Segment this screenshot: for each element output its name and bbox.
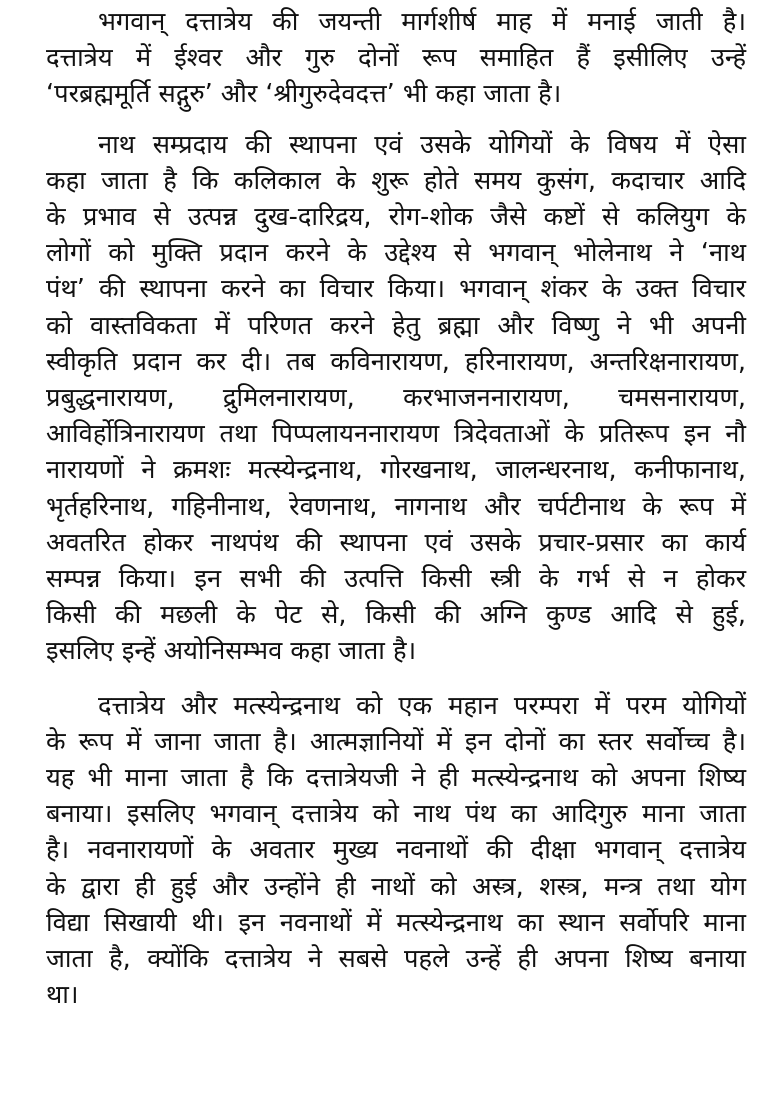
- text-line: बनाया। इसलिए भगवान् दत्तात्रेय को नाथ पंथ का आदिगुरु माना जाता: [46, 799, 746, 830]
- text-line: जाता है, क्योंकि दत्तात्रेय ने सबसे पहले उन्हें ही अपना शिष्य बनाया: [46, 944, 746, 975]
- text-line: भगवान् दत्तात्रेय की जयन्ती मार्गशीर्ष माह में मनाई जाती है।: [98, 7, 746, 37]
- text-line: है। नवनारायणों के अवतार मुख्य नवनाथों की दीक्षा भगवान् दत्तात्रेय: [46, 835, 746, 866]
- text-line: दत्तात्रेय और मत्स्येन्द्रनाथ को एक महान परम्परा में परम योगियों: [98, 690, 746, 721]
- text-line: के प्रभाव से उत्पन्न दुख-दारिद्रय, रोग-शोक जैसे कष्टों से कलियुग के: [46, 202, 746, 233]
- text-line: दत्तात्रेय में ईश्वर और गुरु दोनों रूप समाहित हैं इसीलिए उन्हें: [46, 43, 746, 74]
- text-line: पंथ’ की स्थापना करने का विचार किया। भगवान् शंकर के उक्त विचार: [46, 274, 746, 305]
- paragraph-dattatreya-intro: [46, 4, 746, 113]
- text-line: के द्वारा ही हुई और उन्होंने ही नाथों को अस्त्र, शस्त्र, मन्त्र तथा योग: [46, 871, 746, 902]
- text-line: नारायणों ने क्रमशः मत्स्येन्द्रनाथ, गोरखनाथ, जालन्धरनाथ, कनीफानाथ,: [46, 455, 746, 486]
- text-line: सम्पन्न किया। इन सभी की उत्पत्ति किसी स्त्री के गर्भ से न होकर: [46, 564, 746, 595]
- text-line: अवतरित होकर नाथपंथ की स्थापना एवं उसके प्रचार-प्रसार का कार्य: [46, 527, 746, 558]
- text-line: आविर्होत्रिनारायण तथा पिप्पलायननारायण त्रिदेवताओं के प्रतिरूप इन नौ: [46, 419, 746, 450]
- text-line: लोगों को मुक्ति प्रदान करने के उद्देश्य से भगवान् भोलेनाथ ने ‘नाथ: [46, 238, 746, 269]
- text-line: नाथ सम्प्रदाय की स्थापना एवं उसके योगियों के विषय में ऐसा: [98, 129, 746, 160]
- paragraph-adiguru: [46, 688, 746, 1014]
- text-line: के रूप में जाना जाता है। आत्मज्ञानियों में इन दोनों का स्तर सर्वोच्च है।: [46, 726, 746, 757]
- text-line: ‘परब्रह्ममूर्ति सद्गुरु’ और ‘श्रीगुरुदेवदत्त’ भी कहा जाता है।: [46, 79, 562, 110]
- paragraph-nath-sampraday: [46, 127, 746, 670]
- text-line: कहा जाता है कि कलिकाल के शुरू होते समय कुसंग, कदाचार आदि: [46, 165, 746, 196]
- text-line: को वास्तविकता में परिणत करने हेतु ब्रह्मा और विष्णु ने भी अपनी: [46, 310, 746, 341]
- text-line: भृर्तहरिनाथ, गहिनीनाथ, रेवणनाथ, नागनाथ और चर्पटीनाथ के रूप में: [46, 491, 746, 522]
- text-line: प्रबुद्धनारायण, द्रुमिलनारायण, करभाजननारायण, चमसनारायण,: [46, 383, 746, 414]
- text-line: विद्या सिखायी थी। इन नवनाथों में मत्स्येन्द्रनाथ का स्थान सर्वोपरि माना: [46, 907, 746, 938]
- text-line: यह भी माना जाता है कि दत्तात्रेयजी ने ही मत्स्येन्द्रनाथ को अपना शिष्य: [46, 763, 746, 794]
- text-line: था।: [46, 980, 79, 1011]
- text-line: स्वीकृति प्रदान कर दी। तब कविनारायण, हरिनारायण, अन्तरिक्षनारायण,: [46, 346, 746, 377]
- text-line: किसी की मछली के पेट से, किसी की अग्नि कुण्ड आदि से हुई,: [46, 600, 746, 631]
- text-line: इसलिए इन्हें अयोनिसम्भव कहा जाता है।: [46, 636, 417, 667]
